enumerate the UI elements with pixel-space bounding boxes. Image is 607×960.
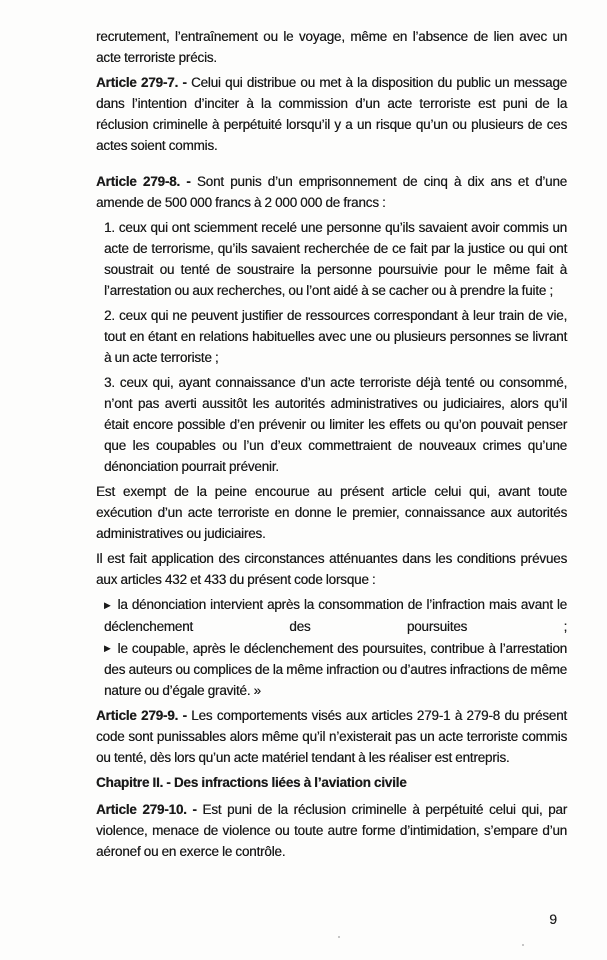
- numbered-item-2: 2. ceux qui ne peuvent justifier de ressources correspondant à leur train de vie, tout en étant en relations habituelles avec une ou plusieurs personnes se livrant à un acte terroriste ;: [104, 308, 567, 365]
- numbered-item-1: 1. ceux qui ont sciemment recelé une personne qu’ils savaient avoir commis un acte de terrorisme, qu’ils savaient recherchée de ce fait par la justice ou qui ont soustrait ou tenté de soustraire la personne poursuivie pour le même fait à l’arrestation ou aux recherches, ou l’ont aidé à se cacher ou à prendre la fuite ;: [104, 220, 567, 298]
- article-279-8-text: Sont punis d’un emprisonnement de cinq à dix ans et d’une amende de 500 000 francs à 2 000 000 de francs :: [96, 174, 567, 210]
- page-number: 9: [549, 911, 557, 927]
- bullet-item-1-text: la dénonciation intervient après la consommation de l’infraction mais avant le déclenchement des poursuites ;: [104, 597, 567, 634]
- bullet-item-1: [96, 594, 567, 637]
- triangle-right-icon: ▶: [104, 599, 111, 610]
- triangle-right-icon: ▶: [104, 643, 111, 653]
- article-279-10-label: Article 279-10. -: [96, 802, 197, 817]
- article-279-8-label: Article 279-8. -: [96, 174, 191, 189]
- article-279-9-paragraph: [96, 705, 567, 768]
- bullet-item-2: [96, 638, 567, 702]
- article-279-8-paragraph: [96, 171, 567, 213]
- article-279-7-label: Article 279-7. -: [96, 75, 187, 90]
- scan-speck: [522, 944, 524, 946]
- article-279-10-paragraph: [96, 799, 567, 862]
- numbered-item-3: 3. ceux qui, ayant connaissance d’un acte terroriste déjà tenté ou consommé, n’ont pas averti aussitôt les autorités administratives ou judiciaires, alors qu’il était encore possible d’en prévenir ou limiter les effets ou qu’on pouvait penser que les coupables ou l’un d’eux commettraient de nouveaux crimes qu’une dénonciation pourrait prévenir.: [104, 375, 567, 474]
- attenuating-circumstances-paragraph: Il est fait application des circonstances atténuantes dans les conditions prévues aux articles 432 et 433 du présent code lorsque :: [96, 551, 567, 587]
- bullet-item-2-text: le coupable, après le déclenchement des poursuites, contribue à l’arrestation des auteurs ou complices de la même infraction ou d’autres infractions de même nature ou d’égale gravité. »: [104, 640, 567, 698]
- article-279-7-text: Celui qui distribue ou met à la disposition du public un message dans l’intention d’inciter à la commission d’un acte terroriste est puni de la réclusion criminelle à perpétuité lorsqu’il y a un risque qu’un ou plusieurs de ces actes soient commis.: [96, 75, 567, 153]
- article-279-9-text: Les comportements visés aux articles 279-1 à 279-8 du présent code sont punissables alors même qu’il n’existerait pas un acte terroriste commis ou tenté, dès lors qu’un acte matériel tendant à les réaliser est entrepris.: [96, 708, 567, 765]
- article-279-9-label: Article 279-9. -: [96, 708, 187, 723]
- exemption-paragraph: Est exempt de la peine encourue au présent article celui qui, avant toute exécution d’un acte terroriste en donne le premier, connaissance aux autorités administratives ou judiciaires.: [96, 484, 567, 541]
- chapter-ii-heading: Chapitre II. - Des infractions liées à l’aviation civile: [96, 775, 407, 790]
- scan-speck: [338, 936, 340, 938]
- article-279-10-text: Est puni de la réclusion criminelle à perpétuité celui qui, par violence, menace de violence ou toute autre forme d’intimidation, s’empare d’un aéronef ou en exerce le contrôle.: [96, 802, 567, 859]
- continuation-paragraph: recrutement, l’entraînement ou le voyage, même en l’absence de lien avec un acte terroriste précis.: [96, 29, 567, 65]
- article-279-7-paragraph: [96, 72, 567, 156]
